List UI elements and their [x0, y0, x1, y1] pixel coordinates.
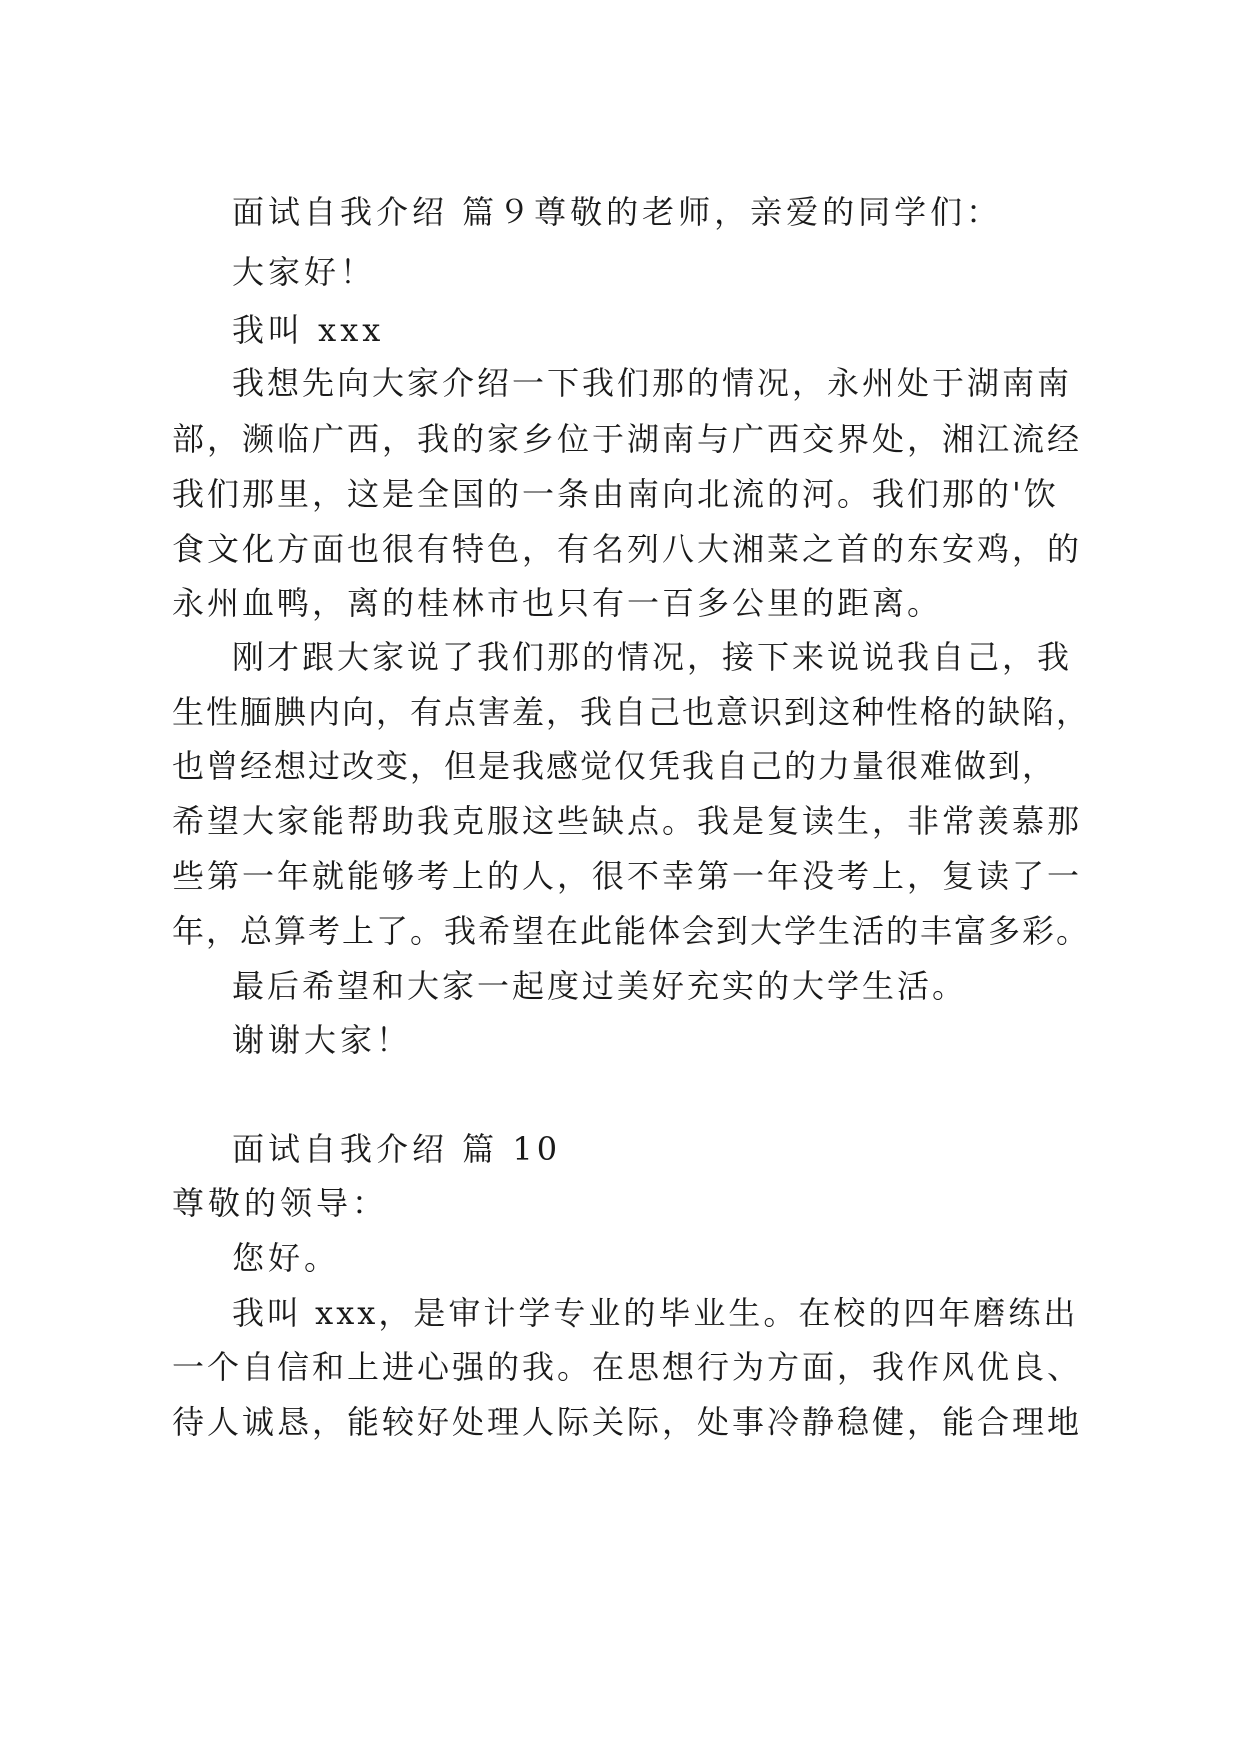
section10-para1-line1: 我叫 xxx，是审计学专业的毕业生。在校的四年磨练出: [232, 1294, 1079, 1332]
section9-para1-line1: 我想先向大家介绍一下我们那的情况，永州处于湖南南: [232, 364, 1073, 402]
section10-para1-line2: 一个自信和上进心强的我。在思想行为方面，我作风优良、: [172, 1348, 1083, 1386]
section9-para2-line1: 刚才跟大家说了我们那的情况，接下来说说我自己，我: [232, 638, 1073, 676]
section9-para1-line2: 部，濒临广西，我的家乡位于湖南与广西交界处，湘江流经: [172, 420, 1083, 458]
section9-greeting: 大家好！: [232, 253, 377, 291]
section9-para1-line3: 我们那里，这是全国的一条由南向北流的河。我们那的'饮: [172, 475, 1059, 513]
section10-para1-line3: 待人诚恳，能较好处理人际关际，处事冷静稳健，能合理地: [172, 1403, 1083, 1441]
section9-thanks: 谢谢大家！: [232, 1021, 413, 1059]
section10-heading: 面试自我介绍 篇 10: [232, 1130, 562, 1168]
section10-salutation: 尊敬的领导：: [172, 1184, 389, 1222]
section9-para2-line6: 年，总算考上了。我希望在此能体会到大学生活的丰富多彩。: [172, 912, 1091, 950]
section9-heading: 面试自我介绍 篇９尊敬的老师，亲爱的同学们：: [232, 193, 1003, 231]
section9-name-line: 我叫 xxx: [232, 311, 385, 349]
section9-para2-line4: 希望大家能帮助我克服这些缺点。我是复读生，非常羡慕那: [172, 802, 1083, 840]
section9-para2-line2: 生性腼腆内向，有点害羞，我自己也意识到这种性格的缺陷，: [172, 693, 1091, 731]
section9-closing: 最后希望和大家一起度过美好充实的大学生活。: [232, 967, 968, 1005]
section10-greeting: 您好。: [232, 1239, 341, 1277]
section9-para2-line3: 也曾经想过改变，但是我感觉仅凭我自己的力量很难做到，: [172, 747, 1057, 785]
section9-para1-line4: 食文化方面也很有特色，有名列八大湘菜之首的东安鸡，的: [172, 530, 1083, 568]
section9-para2-line5: 些第一年就能够考上的人，很不幸第一年没考上，复读了一: [172, 857, 1083, 895]
section9-para1-line5: 永州血鸭，离的桂林市也只有一百多公里的距离。: [172, 584, 943, 622]
